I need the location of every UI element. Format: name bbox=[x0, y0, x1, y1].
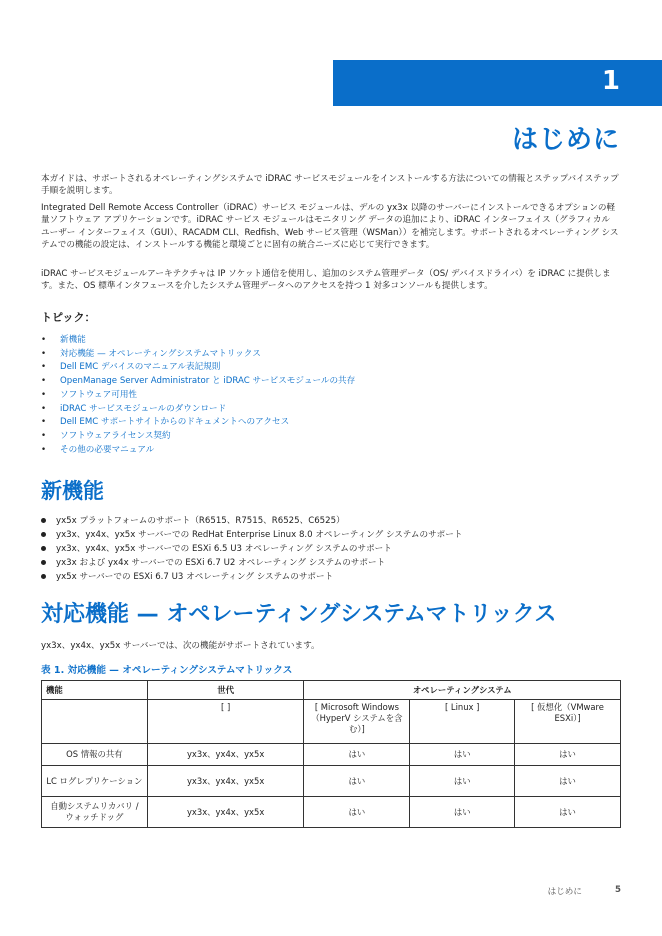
topic-link-os-matrix[interactable]: • 対応機能 — オペレーティングシステムマトリックス bbox=[41, 348, 355, 362]
topic-link-download[interactable]: • iDRAC サービスモジュールのダウンロード bbox=[41, 403, 355, 417]
topic-link-doc-conventions[interactable]: • Dell EMC デバイスのマニュアル表記規則 bbox=[41, 361, 355, 375]
intro-paragraph-2: Integrated Dell Remote Access Controller（iDRAC）サービス モジュールは、デルの yx3x 以降のサーバーにインストールできるオプションの軽量ソフトウェア アプリケーションです。iDRAC サービス モジュールはモニタリング データの追加により、iDRAC インターフェイス（グラフィカル ユーザー インターフェイス（GUI）、RACADM CLI、Redfish、Web サービス管理（WSMan））を補完します。サポートされるオペレーティング システムでの機能の設定は、インストールする機能と環境ごとに固有の統合ニーズに応じて実行できます。 bbox=[41, 203, 619, 251]
footer-section-title: はじめに bbox=[547, 887, 582, 897]
subheader-generation: [ ] bbox=[147, 700, 304, 744]
table-row bbox=[42, 797, 621, 828]
footer-page-number: 5 bbox=[615, 885, 621, 895]
new-features-list bbox=[41, 514, 462, 584]
topic-link-software-availability[interactable]: • ソフトウェア可用性 bbox=[41, 389, 355, 403]
subheader-esxi: [ 仮想化（VMware ESXi）] bbox=[515, 700, 621, 744]
topic-link-support-site-docs[interactable]: • Dell EMC サポートサイトからのドキュメントへのアクセス bbox=[41, 416, 355, 430]
chapter-number: 1 bbox=[601, 66, 620, 96]
matrix-heading: 対応機能 — オペレーティングシステムマトリックス bbox=[41, 602, 557, 627]
intro-paragraph-3: iDRAC サービスモジュールアーキテクチャは IP ソケット通信を使用し、追加のシステム管理データ（OS/ デバイスドライバ）を iDRAC に提供します。また、OS 標準インタフェースを介したシステム管理データへのアクセスを持つ 1 対多コンソールも提供します。 bbox=[41, 269, 611, 292]
cell-generation: yx3x、yx4x、yx5x bbox=[147, 766, 304, 797]
topics-list bbox=[41, 334, 355, 457]
cell-esxi: はい bbox=[515, 797, 621, 828]
feature-item: yx3x、yx4x、yx5x サーバーでの RedHat Enterprise Linux 8.0 オペレーティング システムのサポート bbox=[41, 528, 462, 542]
subheader-linux: [ Linux ] bbox=[410, 700, 515, 744]
cell-linux: はい bbox=[410, 797, 515, 828]
subheader-windows: [ Microsoft Windows（HyperV システムを含む）] bbox=[304, 700, 410, 744]
cell-linux: はい bbox=[410, 766, 515, 797]
table-caption: 表 1. 対応機能 — オペレーティングシステムマトリックス bbox=[41, 665, 293, 676]
chapter-title: はじめに bbox=[511, 125, 620, 155]
topic-link-omsa-coexistence[interactable]: • OpenManage Server Administrator と iDRAC サービスモジュールの共存 bbox=[41, 375, 355, 389]
table-row bbox=[42, 766, 621, 797]
cell-feature: 自動システムリカバリ / ウォッチドッグ bbox=[42, 797, 148, 828]
os-feature-matrix-table bbox=[41, 680, 621, 828]
topics-label: トピック： bbox=[41, 311, 96, 324]
cell-linux: はい bbox=[410, 744, 515, 766]
cell-feature: OS 情報の共有 bbox=[42, 744, 148, 766]
cell-esxi: はい bbox=[515, 744, 621, 766]
chapter-number-banner bbox=[333, 60, 662, 106]
topic-link-new-features[interactable]: • 新機能 bbox=[41, 334, 355, 348]
cell-feature: LC ログレプリケーション bbox=[42, 766, 148, 797]
feature-item: yx5x サーバーでの ESXi 6.7 U3 オペレーティング システムのサポート bbox=[41, 570, 462, 584]
feature-item: yx5x プラットフォームのサポート（R6515、R7515、R6525、C6525） bbox=[41, 514, 462, 528]
subheader-empty bbox=[42, 700, 148, 744]
new-features-heading: 新機能 bbox=[41, 479, 104, 503]
cell-esxi: はい bbox=[515, 766, 621, 797]
header-os: オペレーティングシステム bbox=[304, 681, 621, 700]
table-header-row bbox=[42, 681, 621, 700]
matrix-intro: yx3x、yx4x、yx5x サーバーでは、次の機能がサポートされています。 bbox=[41, 641, 320, 651]
header-generation: 世代 bbox=[147, 681, 304, 700]
cell-windows: はい bbox=[304, 797, 410, 828]
cell-windows: はい bbox=[304, 766, 410, 797]
intro-paragraph-1: 本ガイドは、サポートされるオペレーティングシステムで iDRAC サービスモジュールをインストールする方法についての情報とステップバイステップ手順を説明します。 bbox=[41, 174, 619, 197]
header-feature: 機能 bbox=[42, 681, 148, 700]
feature-item: yx3x および yx4x サーバーでの ESXi 6.7 U2 オペレーティング システムのサポート bbox=[41, 556, 462, 570]
table-row bbox=[42, 744, 621, 766]
feature-item: yx3x、yx4x、yx5x サーバーでの ESXi 6.5 U3 オペレーティング システムのサポート bbox=[41, 542, 462, 556]
cell-windows: はい bbox=[304, 744, 410, 766]
cell-generation: yx3x、yx4x、yx5x bbox=[147, 744, 304, 766]
topic-link-other-manuals[interactable]: • その他の必要マニュアル bbox=[41, 444, 355, 458]
table-subheader-row bbox=[42, 700, 621, 744]
cell-generation: yx3x、yx4x、yx5x bbox=[147, 797, 304, 828]
topic-link-license[interactable]: • ソフトウェアライセンス契約 bbox=[41, 430, 355, 444]
